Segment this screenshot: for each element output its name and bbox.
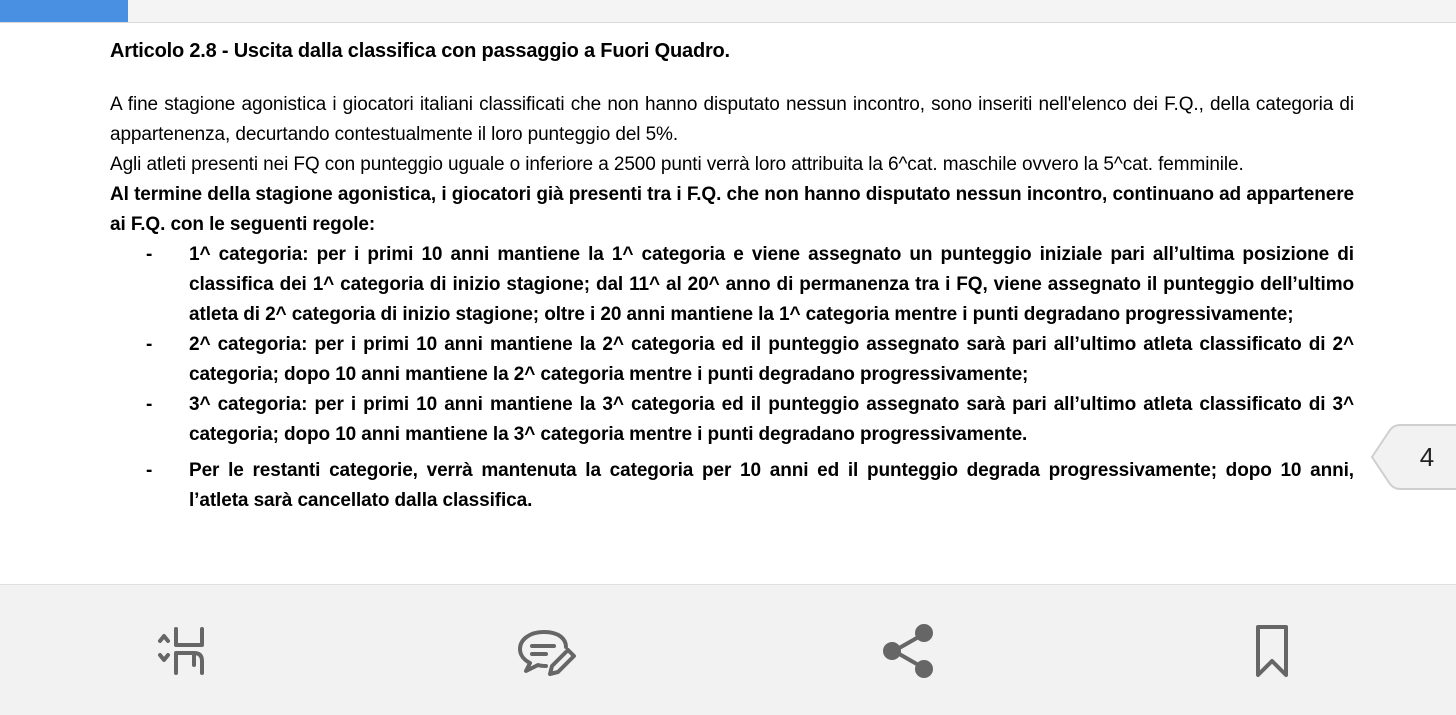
page-number: 4 bbox=[1419, 441, 1435, 472]
bold-paragraph: Al termine della stagione agonistica, i giocatori già presenti tra i F.Q. che non hanno disputato nessun incontro, continuano ad appartenere ai F.Q. con le seguenti regole: bbox=[110, 184, 1354, 235]
fit-page-button[interactable] bbox=[148, 623, 212, 679]
share-icon bbox=[878, 623, 938, 679]
list-item-text: 2^ categoria: per i primi 10 anni mantiene la 2^ categoria ed il punteggio assegnato sarà pari all’ultimo atleta classificato di 2^ categoria; dopo 10 anni mantiene la 2^ categoria mentre i punti degradano progressivamente; bbox=[189, 334, 1354, 385]
list-item bbox=[110, 456, 1354, 516]
share-button[interactable] bbox=[876, 623, 940, 679]
bottom-toolbar bbox=[0, 584, 1456, 715]
document-page bbox=[110, 36, 1354, 516]
page-number-indicator[interactable] bbox=[1370, 424, 1456, 490]
comment-edit-icon bbox=[514, 624, 578, 678]
bookmark-icon bbox=[1252, 623, 1292, 679]
bullet-marker: - bbox=[146, 394, 153, 415]
list-item-text: 1^ categoria: per i primi 10 anni mantiene la 1^ categoria e viene assegnato un punteggio iniziale pari all’ultima posizione di classifica dei 1^ categoria di inizio stagione; dal 11^ al 20^ anno di permanenza tra i FQ, viene assegnato il punteggio dell’ultimo atleta di 2^ categoria di inizio stagione; oltre i 20 anni mantiene la 1^ categoria mentre i punti degradano progressivamente; bbox=[189, 244, 1354, 325]
article-heading: Articolo 2.8 - Uscita dalla classifica con passaggio a Fuori Quadro. bbox=[110, 40, 730, 62]
bullet-marker: - bbox=[146, 334, 153, 355]
bookmark-button[interactable] bbox=[1240, 623, 1304, 679]
bullet-marker: - bbox=[146, 244, 153, 265]
paragraph: Agli atleti presenti nei FQ con punteggio uguale o inferiore a 2500 punti verrà loro attribuita la 6^cat. maschile ovvero la 5^cat. femminile. bbox=[110, 154, 1244, 175]
list-item bbox=[110, 390, 1354, 450]
reading-progress-fill bbox=[0, 0, 128, 22]
fit-page-icon bbox=[150, 625, 210, 677]
comment-button[interactable] bbox=[514, 623, 578, 679]
list-item bbox=[110, 330, 1354, 390]
rules-list bbox=[110, 240, 1354, 516]
reading-progress-bar bbox=[0, 0, 1456, 23]
paragraph: A fine stagione agonistica i giocatori italiani classificati che non hanno disputato nessun incontro, sono inseriti nell'elenco dei F.Q., della categoria di appartenenza, decurtando contestualmente il loro punteggio del 5%. bbox=[110, 94, 1354, 145]
bullet-marker: - bbox=[146, 460, 153, 481]
list-item-text: Per le restanti categorie, verrà mantenuta la categoria per 10 anni ed il punteggio degrada progressivamente; dopo 10 anni, l’atleta sarà cancellato dalla classifica. bbox=[189, 460, 1354, 511]
list-item bbox=[110, 240, 1354, 330]
list-item-text: 3^ categoria: per i primi 10 anni mantiene la 3^ categoria ed il punteggio assegnato sarà pari all’ultimo atleta classificato di 3^ categoria; dopo 10 anni mantiene la 3^ categoria mentre i punti degradano progressivamente. bbox=[189, 394, 1354, 445]
